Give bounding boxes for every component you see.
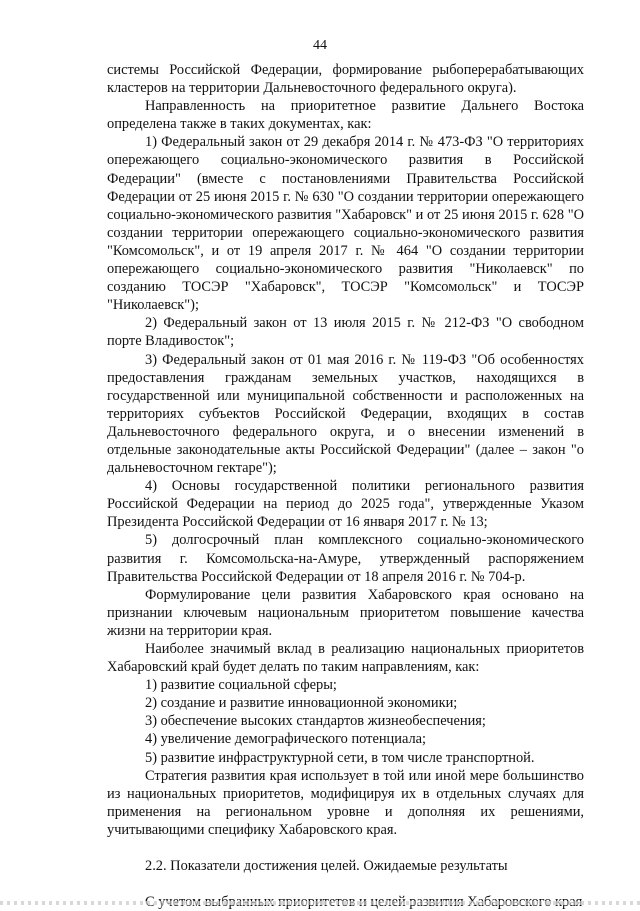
paragraph: Направленность на приоритетное развитие Дальнего Востока определена также в таких документах, как: xyxy=(107,98,584,133)
page-number: 44 xyxy=(313,38,327,53)
paragraph: Формулирование цели развития Хабаровского края основано на признании ключевым национальным приоритетом повышение качества жизни на территории края. xyxy=(107,586,584,639)
list-item-komsomolsk-plan: 5) долгосрочный план комплексного социально-экономического развития г. Комсомольска-на-Амуре, утвержденный распоряжением Правительства Российской Федерации от 18 апреля 2016 г. № 704-р. xyxy=(107,532,584,585)
list-item: 2) создание и развитие инновационной экономики; xyxy=(145,695,458,712)
paragraph: системы Российской Федерации, формирование рыбоперерабатывающих кластеров на территории Дальневосточного федерального округа). xyxy=(107,62,584,97)
paragraph: Стратегия развития края использует в той или иной мере большинство из национальных приоритетов, модифицируя их в отдельных случаях для применения на региональном уровне и дополняя их решениями, учитывающими специфику Хабаровского края. xyxy=(107,767,584,838)
section-heading: 2.2. Показатели достижения целей. Ожидаемые результаты xyxy=(145,858,508,875)
list-item-policy-basics: 4) Основы государственной политики регионального развития Российской Федерации на период до 2025 года", утвержденные Указом Президента Российской Федерации от 16 января 2017 г. № 13; xyxy=(107,478,584,531)
list-item: 3) обеспечение высоких стандартов жизнеобеспечения; xyxy=(145,713,486,730)
document-body xyxy=(107,61,584,911)
list-item: 1) развитие социальной сферы; xyxy=(145,677,337,694)
scan-artifact-line xyxy=(0,901,640,905)
list-item: 5) развитие инфраструктурной сети, в том числе транспортной. xyxy=(145,749,535,766)
list-item: 4) увеличение демографического потенциала; xyxy=(145,731,427,748)
list-item-law-473: 1) Федеральный закон от 29 декабря 2014 г. № 473-ФЗ "О территориях опережающего социально-экономического развития в Российской Федерации" (вместе с постановлениями Правительства Российской Федерации от 25 июня 2015 г. № 630 "О создании территории опережающего социально-экономического развития "Хабаровск" и от 25 июня 2015 г. 628 "О создании территории опережающего социально-экономического развития "Комсомольск", и от 19 апреля 2017 г. № 464 "О создании территории опережающего социально-экономического развития "Николаевск" по созданию ТОСЭР "Хабаровск", ТОСЭР "Комсомольск" и ТОСЭР "Николаевск"); xyxy=(107,134,584,314)
list-item-law-119: 3) Федеральный закон от 01 мая 2016 г. № 119-ФЗ "Об особенностях предоставления гражданам земельных участков, находящихся в государственной или муниципальной собственности и расположенных на территориях субъектов Российской Федерации, входящих в состав Дальневосточного федерального округа, и о внесении изменений в отдельные законодательные акты Российской Федерации" (далее – закон "о дальневосточном гектаре"); xyxy=(107,351,584,477)
paragraph: Наиболее значимый вклад в реализацию национальных приоритетов Хабаровский край будет делать по таким направлениям, как: xyxy=(107,641,584,676)
list-item-law-212: 2) Федеральный закон от 13 июля 2015 г. № 212-ФЗ "О свободном порте Владивосток"; xyxy=(107,315,584,350)
